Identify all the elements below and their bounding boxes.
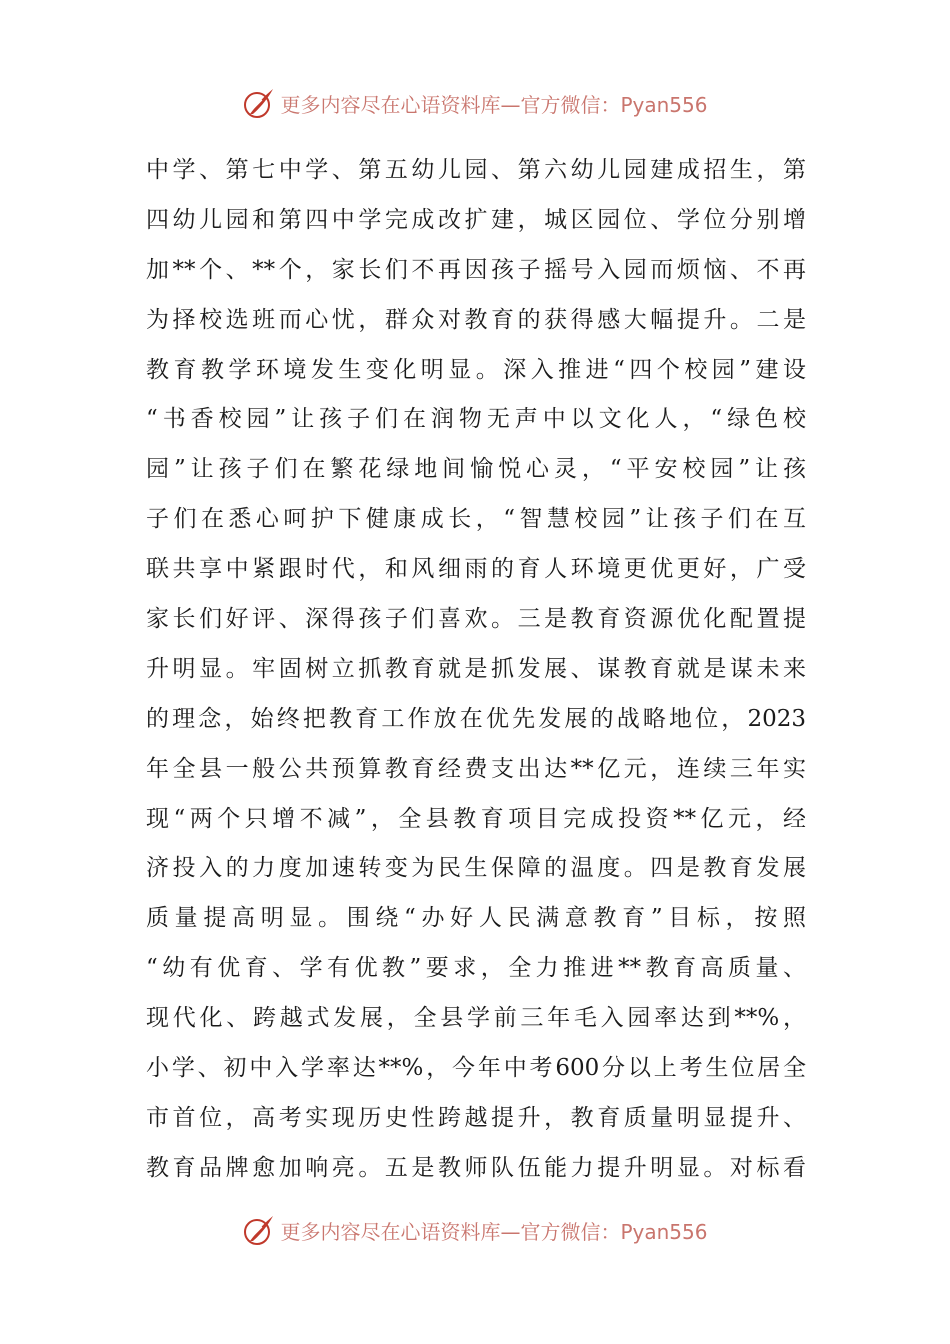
feather-pen-in-circle-icon xyxy=(242,1213,276,1247)
text-line: 的理念，始终把教育工作放在优先发展的战略地位，2023 xyxy=(146,705,806,732)
text-line: 联共享中紧跟时代，和风细雨的育人环境更优更好，广受 xyxy=(146,556,806,583)
text-line: 中学、第七中学、第五幼儿园、第六幼儿园建成招生，第 xyxy=(146,157,806,183)
text-line: 为择校选班而心忧，群众对教育的获得感大幅提升。二是 xyxy=(146,306,806,333)
text-line: “幼有优育、学有优教”要求，全力推进**教育高质量、 xyxy=(146,955,806,982)
text-line: 加**个、**个，家长们不再因孩子摇号入园而烦恼、不再 xyxy=(146,256,806,283)
text-line: 子们在悉心呵护下健康成长，“智慧校园”让孩子们在互 xyxy=(146,506,806,533)
text-line: 四幼儿园和第四中学完成改扩建，城区园位、学位分别增 xyxy=(146,206,806,233)
text-line: 现代化、跨越式发展，全县学前三年毛入园率达到**%， xyxy=(146,1005,806,1032)
header-banner xyxy=(0,83,950,123)
text-line: “书香校园”让孩子们在润物无声中以文化人，“绿色校 xyxy=(146,406,806,433)
text-line: 年全县一般公共预算教育经费支出达**亿元，连续三年实 xyxy=(146,755,806,782)
text-line: 济投入的力度加速转变为民生保障的温度。四是教育发展 xyxy=(146,855,806,882)
text-line: 升明显。牢固树立抓教育就是抓发展、谋教育就是谋未来 xyxy=(146,655,806,682)
text-line: 教育教学环境发生变化明显。深入推进“四个校园”建设 xyxy=(146,356,806,383)
text-line: 园”让孩子们在繁花绿地间愉悦心灵，“平安校园”让孩 xyxy=(146,456,806,483)
text-line: 现“两个只增不减”，全县教育项目完成投资**亿元，经 xyxy=(146,805,806,832)
text-line: 小学、初中入学率达**%，今年中考600分以上考生位居全 xyxy=(146,1055,806,1082)
text-line: 家长们好评、深得孩子们喜欢。三是教育资源优化配置提 xyxy=(146,606,806,633)
feather-pen-in-circle-icon xyxy=(242,86,276,120)
footer-banner xyxy=(0,1210,950,1250)
banner-text: 更多内容尽在心语资料库—官方微信：Pyan556 xyxy=(280,1219,708,1244)
text-line: 市首位，高考实现历史性跨越提升，教育质量明显提升、 xyxy=(146,1104,806,1131)
text-line: 教育品牌愈加响亮。五是教师队伍能力提升明显。对标看 xyxy=(146,1154,806,1181)
document-body xyxy=(146,146,806,1194)
banner-text: 更多内容尽在心语资料库—官方微信：Pyan556 xyxy=(280,92,708,117)
text-line: 质量提高明显。围绕“办好人民满意教育”目标，按照 xyxy=(146,905,806,932)
